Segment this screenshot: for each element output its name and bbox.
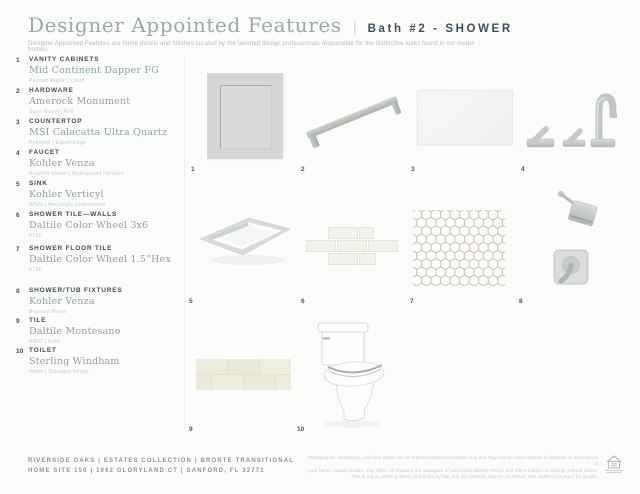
feature-product-name: Daltile Montesano — [29, 326, 121, 337]
feature-category: SHOWER FLOOR TILE — [29, 245, 113, 252]
feature-category: SINK — [29, 180, 48, 187]
feature-item-hardware — [16, 87, 182, 115]
feature-number: 5 — [16, 181, 20, 188]
header — [28, 13, 513, 37]
shower-fixtures-image — [542, 188, 604, 293]
feature-item-faucet — [16, 149, 182, 177]
grid-number: 6 — [301, 298, 305, 305]
grid-number: 5 — [189, 298, 193, 305]
grid-number: 10 — [297, 426, 305, 433]
feature-category: VANITY CABINETS — [29, 56, 100, 63]
feature-detail: White | Standard Height — [29, 368, 89, 375]
grid-number: 8 — [519, 298, 523, 305]
subway-tile-image — [306, 227, 398, 266]
feature-number: 1 — [16, 57, 20, 64]
sidebar-divider — [184, 57, 185, 429]
address-line: HOME SITE 150 | 1062 GLORYLAND CT | SANFORD, FL 32771 — [28, 468, 265, 474]
feature-number: 10 — [16, 348, 24, 355]
tile — [228, 359, 259, 374]
tile — [260, 359, 291, 374]
feature-category: FAUCET — [29, 149, 60, 156]
feature-category: COUNTERTOP — [29, 118, 83, 125]
feature-number: 7 — [16, 246, 20, 253]
feature-item-tile — [16, 317, 182, 345]
feature-category: TOILET — [29, 347, 57, 354]
pull-post — [309, 134, 320, 148]
feature-item-shower-tile-walls — [16, 211, 182, 239]
feature-detail: Polished | Eased Edge — [29, 139, 86, 146]
feature-item-shower-floor-tile — [16, 245, 182, 273]
feature-item-vanity-cabinets — [16, 56, 182, 84]
feature-category: HARDWARE — [29, 87, 74, 94]
pull-post — [391, 101, 402, 115]
feature-product-name: Mid Continent Dapper FG — [29, 65, 159, 76]
feature-number: 9 — [16, 318, 20, 325]
tile — [306, 240, 336, 252]
page-subtitle: Designer Appointed Features are home details and finishes curated by the talented design professionals responsible for the distinctive looks found in our model homes. — [28, 41, 475, 53]
feature-number: 8 — [16, 288, 20, 295]
feature-product-name: Daltile Color Wheel 3x6 — [29, 220, 149, 231]
grid-number: 3 — [411, 166, 415, 173]
feature-number: 3 — [16, 119, 20, 126]
pull-bar — [306, 96, 398, 138]
tile — [328, 253, 358, 265]
plank-tile-image — [196, 359, 291, 390]
feature-detail: K790 — [29, 266, 42, 273]
feature-product-name: Kohler Venza — [29, 158, 95, 169]
tile — [196, 375, 211, 390]
toilet-image — [308, 317, 394, 429]
tile — [212, 375, 243, 390]
disclaimer-line: Photographs, renderings, and floor plans are for representational purposes only and may not be exact replicas of features or dimensions of — [307, 455, 598, 467]
page-title: Designer Appointed Features — [28, 13, 342, 37]
hex-mosaic-tile-image — [412, 209, 506, 287]
feature-category: SHOWER/TUB FIXTURES — [29, 287, 123, 294]
feature-product-name: Amerock Monument — [29, 96, 131, 107]
feature-product-name: Kohler Verticyl — [29, 189, 104, 200]
grid-number: 7 — [410, 298, 414, 305]
footer-disclaimer — [303, 455, 598, 481]
undermount-sink-image — [198, 210, 292, 268]
feature-item-toilet — [16, 347, 182, 375]
disclaimer-line: This is not an offering where prohibited by law. Not all materials may be as shown. See Sales Consultant for details. — [351, 474, 598, 480]
feature-category: TILE — [29, 317, 47, 324]
feature-number: 4 — [16, 150, 20, 157]
feature-product-name: Daltile Color Wheel 1.5”Hex — [29, 254, 171, 265]
feature-product-name: MSI Calacatta Ultra Quartz — [29, 127, 168, 138]
feature-detail: K790 — [29, 232, 42, 239]
tile — [337, 240, 367, 252]
footer-community-info — [28, 456, 294, 476]
feature-number: 2 — [16, 88, 20, 95]
grid-number: 1 — [191, 166, 195, 173]
tile — [244, 375, 275, 390]
tile — [368, 240, 398, 252]
feature-detail: Satin Nickel | Pull — [29, 108, 74, 115]
feature-product-name: Kohler Venza — [29, 296, 95, 307]
room-label: Bath #2 - SHOWER — [367, 23, 513, 35]
feature-number: 6 — [16, 212, 20, 219]
feature-detail: White | Rectangle Undermount — [29, 201, 106, 208]
feature-category: SHOWER TILE—WALLS — [29, 211, 117, 218]
vanity-cabinet-door-image — [207, 73, 283, 159]
tile — [359, 227, 374, 239]
disclaimer-line: your home. Actual product may differ. All features are examples of selections offered. Prices and offers subject to change without notice. — [308, 467, 598, 473]
grid-number: 4 — [521, 166, 525, 173]
feature-item-countertop — [16, 118, 182, 146]
grid-number: 2 — [301, 166, 305, 173]
tile — [196, 359, 227, 374]
quartz-slab-image — [417, 90, 513, 145]
feature-product-name: Sterling Windham — [29, 356, 120, 367]
tile — [328, 227, 358, 239]
title-divider: | — [352, 19, 357, 36]
grid-number: 9 — [189, 426, 193, 433]
equal-housing-opportunity-icon — [605, 453, 623, 474]
cabinet-pull-image — [303, 94, 403, 146]
tile — [276, 375, 291, 390]
feature-detail: BM02 | 8x48 — [29, 338, 61, 345]
feature-detail: Brushed Nickel — [29, 308, 67, 315]
cabinet-panel — [220, 85, 272, 149]
community-line: RIVERSIDE OAKS | ESTATES COLLECTION | BRONTE TRANSITIONAL — [28, 458, 295, 464]
widespread-faucet-image — [525, 84, 617, 156]
feature-detail: Painted Maple | Cloud — [29, 77, 85, 84]
tile — [359, 253, 376, 265]
feature-detail: Brushed Nickel | Widespread Handles — [29, 170, 124, 177]
feature-item-shower-tub-fixtures — [16, 287, 182, 315]
feature-item-sink — [16, 180, 182, 208]
